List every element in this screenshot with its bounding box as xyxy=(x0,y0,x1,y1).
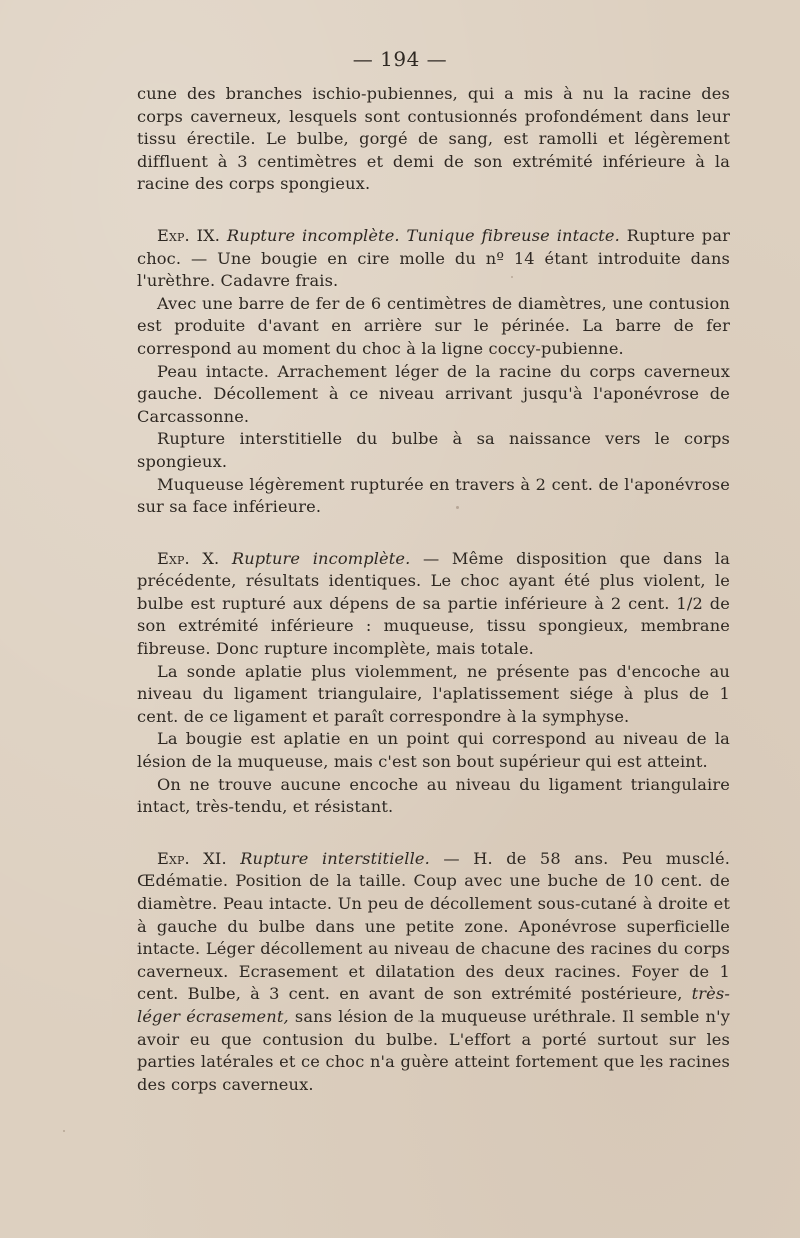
exp-heading: Rupture interstitielle. xyxy=(240,848,430,868)
paper-speck xyxy=(511,276,513,278)
paragraph: Avec une barre de fer de 6 centimètres de diamètres, une contusion est produite d'avant en arrière sur le périnée. La barre de fer correspond au moment du choc à la ligne coccy-pubienne. xyxy=(137,293,730,358)
paragraph-continuation: cune des branches ischio-pubiennes, qui a mis à nu la racine des corps caverneux, lesquels sont contusionnés profondément dans leur tissu érectile. Le bulbe, gorgé de sang, est ramolli et légèrement diffluent à 3 centimètres et demi de son extrémité inférieure à la racine des corps spongieux. xyxy=(137,84,730,194)
paragraph-text: — H. de 58 ans. Peu musclé. Œdématie. Position de la taille. Coup avec une buche de 10 cent. de diamètre. Peau intacte. Un peu de décollement sous-cutané à droite et à gauche du bulbe dans une petite zone. Aponévrose superficielle intacte. Léger décollement au niveau de chacune des racines du corps caverneux. Ecrasement et dilatation des deux racines. Foyer de 1 cent. Bulbe, à 3 cent. en avant de son extrémité postérieure, xyxy=(137,848,730,1004)
paper-speck xyxy=(63,1130,65,1132)
text-body xyxy=(137,83,730,1096)
paragraph: Peau intacte. Arrachement léger de la racine du corps caverneux gauche. Décollement à ce niveau arrivant jusqu'à l'aponévrose de Carcassonne. xyxy=(137,361,730,426)
paragraph: La sonde aplatie plus violemment, ne présente pas d'encoche au niveau du ligament triangulaire, l'aplatissement siége à plus de 1 cent. de ce ligament et paraît correspondre à la symphyse. xyxy=(137,661,730,726)
paragraph-italic-text: très-léger écrasement, xyxy=(137,984,730,1026)
paragraph-text: sans lésion de la muqueuse uréthrale. Il semble n'y avoir eu que contusion du bulbe. L'effort a porté surtout sur les parties latérales et ce choc n'a guère atteint fortement que les racines des corps caverneux. xyxy=(137,1006,730,1094)
page-number: — 194 — xyxy=(352,47,448,71)
paragraph: La bougie est aplatie en un point qui correspond au niveau de la lésion de la muqueuse, mais c'est son bout supérieur qui est atteint. xyxy=(137,729,730,772)
paper-speck xyxy=(456,506,459,509)
paragraph-text: — Même disposition que dans la précédente, résultats identiques. Le choc ayant été plus violent, le bulbe est rupturé aux dépens de sa partie inférieure à 2 cent. 1/2 de son extrémité inférieure : muqueuse, tissu spongieux, membrane fibreuse. Donc rupture incomplète, mais totale. xyxy=(137,548,731,659)
paragraph-exp-ix xyxy=(137,225,730,293)
paragraph-text: Rupture par choc. — Une bougie en cire molle du nº 14 étant introduite dans l'urèthre. Cadavre frais. xyxy=(137,225,731,291)
paragraph: On ne trouve aucune encoche au niveau du ligament triangulaire intact, très-tendu, et résistant. xyxy=(137,774,730,817)
paragraph-exp-x xyxy=(137,548,730,661)
paragraph: Muqueuse légèrement rupturée en travers à 2 cent. de l'aponévrose sur sa face inférieure. xyxy=(137,474,730,517)
exp-label: Exp. XI. xyxy=(157,848,227,868)
exp-heading: Rupture incomplète. xyxy=(231,548,411,568)
paragraph-exp-xi xyxy=(137,848,730,1097)
paper-speck xyxy=(418,1020,420,1022)
paper-speck xyxy=(648,1068,650,1070)
exp-label: Exp. X. xyxy=(157,548,220,568)
exp-heading: Rupture incomplète. Tunique fibreuse intacte. xyxy=(226,225,620,245)
exp-label: Exp. IX. xyxy=(157,225,221,245)
paragraph: Rupture interstitielle du bulbe à sa naissance vers le corps spongieux. xyxy=(137,429,730,471)
